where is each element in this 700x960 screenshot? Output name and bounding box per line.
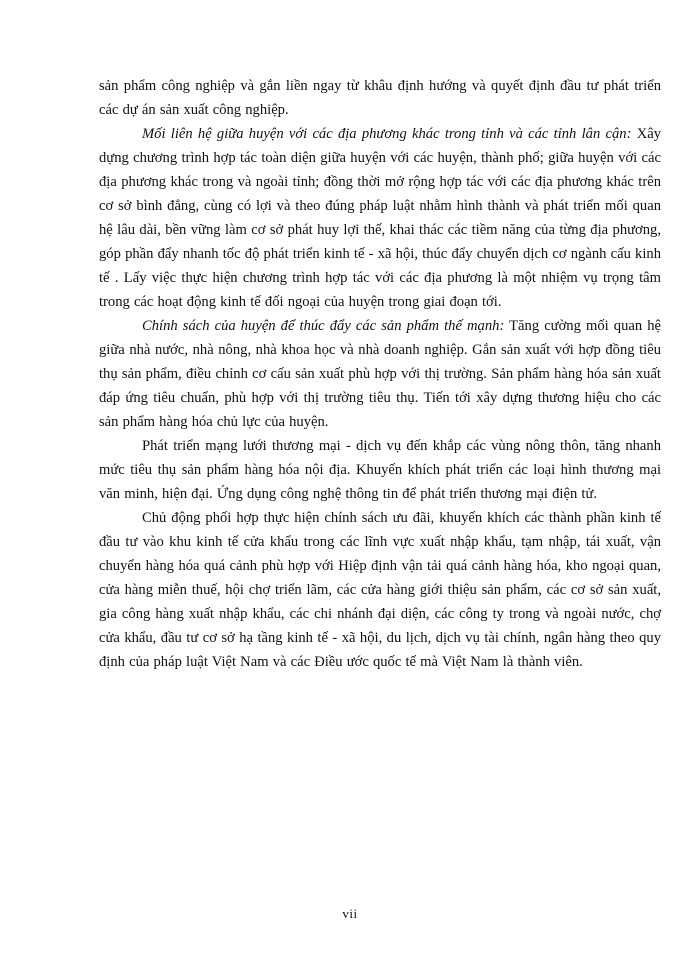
paragraph-text: Xây dựng chương trình hợp tác toàn diện giữa huyện với các huyện, thành phố; giữa huyện với các địa phương khác trong và ngoài tỉnh; đồng thời mở rộng hợp tác với các địa phương khác trên cơ sở bình đẳng, cùng có lợi và theo đúng pháp luật nhằm hình thành và phát triển mối quan hệ lâu dài, bền vững làm cơ sở phát huy lợi thế, khai thác các tiềm năng của từng địa phương, góp phần đẩy nhanh tốc độ phát triển kinh tế - xã hội, thúc đẩy chuyển dịch cơ ngành cấu kinh tế . Lấy việc thực hiện chương trình hợp tác với các địa phương là một nhiệm vụ trọng tâm trong các hoạt động kinh tế đối ngoại của huyện trong giai đoạn tới. [99, 126, 662, 310]
paragraph-trade-network [99, 434, 661, 506]
paragraph-continuation [99, 74, 661, 122]
paragraph-text: Chủ động phối hợp thực hiện chính sách ưu đãi, khuyến khích các thành phần kinh tế đầu tư vào khu kinh tế cửa khẩu trong các lĩnh vực xuất nhập khẩu, tạm nhập, tái xuất, vận chuyển hàng hóa quá cảnh phù hợp với Hiệp định vận tải quá cảnh hàng hóa, kho ngoại quan, cửa hàng miễn thuế, hội chợ triển lãm, các cửa hàng giới thiệu sản phẩm, các cơ sở sản xuất, gia công hàng xuất nhập khẩu, các chi nhánh đại diện, các công ty trong và ngoài nước, chợ cửa khẩu, đầu tư cơ sở hạ tầng kinh tế - xã hội, du lịch, dịch vụ tài chính, ngân hàng theo quy định của pháp luật Việt Nam và các Điều ước quốc tế mà Việt Nam là thành viên. [99, 510, 661, 670]
paragraph-border-economy [99, 506, 661, 674]
paragraph-text: Tăng cường mối quan hệ giữa nhà nước, nhà nông, nhà khoa học và nhà doanh nghiệp. Gắn sản xuất với hợp đồng tiêu thụ sản phẩm, điều chỉnh cơ cấu sản xuất phù hợp với thị trường. Sản phẩm hàng hóa sản xuất đáp ứng tiêu chuẩn, phù hợp với thị trường tiêu thụ. Tiến tới xây dựng thương hiệu cho các sản phẩm hàng hóa chủ lực của huyện. [99, 318, 661, 430]
paragraph-lead: Chính sách của huyện để thúc đẩy các sản phẩm thế mạnh: [142, 318, 505, 334]
page-body [99, 74, 661, 674]
paragraph-policy [99, 314, 661, 434]
paragraph-local-relations [99, 122, 661, 314]
paragraph-text: Phát triển mạng lưới thương mại - dịch vụ đến khắp các vùng nông thôn, tăng nhanh mức tiêu thụ sản phẩm hàng hóa nội địa. Khuyến khích phát triển các loại hình thương mại văn minh, hiện đại. Ứng dụng công nghệ thông tin để phát triển thương mại điện tử. [99, 438, 661, 502]
paragraph-text: sản phẩm công nghiệp và gắn liền ngay từ khâu định hướng và quyết định đầu tư phát triển các dự án sản xuất công nghiệp. [99, 78, 661, 118]
paragraph-lead: Mối liên hệ giữa huyện với các địa phương khác trong tỉnh và các tỉnh lân cận: [142, 126, 632, 142]
page-number: vii [342, 906, 358, 921]
